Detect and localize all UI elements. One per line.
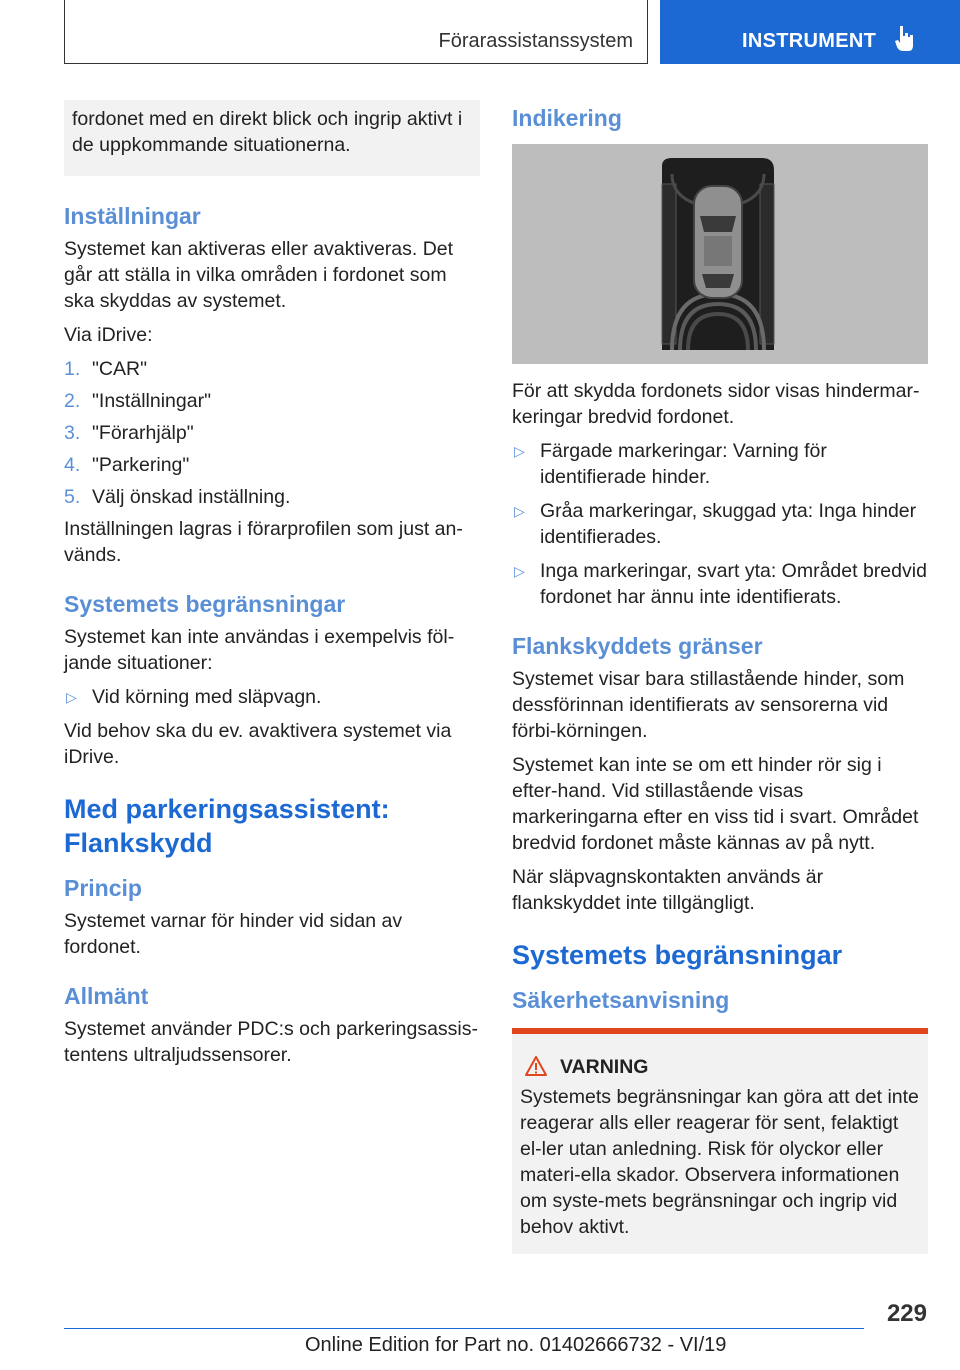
note-text: fordonet med en direkt blick och ingrip aktivt i de uppkommande situationerna. <box>72 108 463 156</box>
granser-paragraph-1: Systemet visar bara stillastående hinder, som dessförinnan identifierats av sensorerna vid förbi-körningen. <box>512 668 905 742</box>
left-column <box>64 100 480 1076</box>
installningar-paragraph-2: Via iDrive: <box>64 324 153 346</box>
warning-box <box>512 1028 928 1254</box>
heading-sakerhetsanvisning: Säkerhetsanvisning <box>512 987 730 1013</box>
warning-title-row <box>520 1054 920 1080</box>
granser-paragraph-3: När släpvagnskontakten används är flankskyddet inte tillgängligt. <box>512 866 824 914</box>
installningar-paragraph-3: Inställningen lagras i förarprofilen som just an-vänds. <box>64 518 463 566</box>
begransningar-paragraph-1: Systemet kan inte användas i exempelvis föl-jande situationer: <box>64 626 455 674</box>
warning-text: Systemets begränsningar kan göra att det inte reagerar alls eller reagerar för sent, felaktigt el-ler utan anledning. Risk för olyckor eller materi-ella skador. Observera informationen om syste-mets begränsningar och ingrip vid behov aktivt. <box>520 1086 919 1238</box>
right-column <box>512 100 928 1254</box>
heading-granser: Flankskyddets gränser <box>512 633 763 659</box>
warning-title: VARNING <box>560 1056 649 1078</box>
step-number: 3. <box>64 422 81 444</box>
heading-begransningar: Systemets begränsningar <box>64 591 346 617</box>
step-text: "Parkering" <box>92 454 190 476</box>
begransningar-list <box>64 684 480 710</box>
list-item: ▷ Vid körning med släpvagn. <box>66 686 322 708</box>
list-item: ▷ Gråa markeringar, skuggad yta: Inga hinder identifierades. <box>514 500 917 548</box>
step-number: 2. <box>64 390 81 412</box>
step-text: "CAR" <box>92 358 148 380</box>
header-chapter-tab[interactable] <box>660 0 960 64</box>
heading-flankskydd: Med parkeringsassistent: Flankskydd <box>64 794 390 858</box>
car-top-view-icon <box>512 144 928 364</box>
installningar-paragraph-1: Systemet kan aktiveras eller avaktiveras. Det går att ställa in vilka områden i fordonet som ska skyddas av systemet. <box>64 238 454 312</box>
installningar-steps <box>64 356 480 510</box>
hand-pointer-icon <box>894 24 916 52</box>
heading-allmant: Allmänt <box>64 983 149 1009</box>
heading-systemets-begransningar: Systemets begränsningar <box>512 940 843 970</box>
footer-edition: Online Edition for Part no. 01402666732 - VI/19 <box>305 1334 727 1356</box>
begransningar-paragraph-2: Vid behov ska du ev. avaktivera systemet via iDrive. <box>64 720 452 768</box>
header-section-box <box>64 0 648 64</box>
header-chapter-title: INSTRUMENT <box>742 30 877 52</box>
list-item <box>64 420 480 446</box>
heading-installningar: Inställningar <box>64 203 201 229</box>
indikering-paragraph: För att skydda fordonets sidor visas hindermar-keringar bredvid fordonet. <box>512 380 920 428</box>
allmant-paragraph: Systemet använder PDC:s och parkeringsassis-tentens ultraljudssensorer. <box>64 1018 479 1066</box>
bullet-triangle-icon: ▷ <box>514 563 525 579</box>
bullet-triangle-icon: ▷ <box>514 443 525 459</box>
granser-paragraph-2: Systemet kan inte se om ett hinder rör sig i efter-hand. Vid stillastående visas markeringarna efter en viss tid i svart. Området bredvid fordonet måste kännas av på nytt. <box>512 754 919 854</box>
step-number: 5. <box>64 486 81 508</box>
indikering-list <box>512 438 928 610</box>
flank-protection-display-image <box>512 144 928 364</box>
warning-triangle-icon <box>524 1055 548 1077</box>
page-number: 229 <box>886 1300 927 1327</box>
heading-indikering: Indikering <box>512 105 622 131</box>
step-text: "Inställningar" <box>92 390 211 412</box>
heading-princip: Princip <box>64 875 142 901</box>
list-item: ▷ Färgade markeringar: Varning för identifierade hinder. <box>514 440 827 488</box>
bullet-triangle-icon: ▷ <box>66 689 77 705</box>
step-text: Välj önskad inställning. <box>92 486 291 508</box>
princip-paragraph: Systemet varnar för hinder vid sidan av fordonet. <box>64 910 403 958</box>
list-item <box>64 388 480 414</box>
header-section-title: Förarassistanssystem <box>438 30 633 52</box>
list-item <box>64 484 480 510</box>
step-text: "Förarhjälp" <box>92 422 194 444</box>
list-item <box>64 356 480 382</box>
footer-divider <box>64 1328 864 1329</box>
bullet-triangle-icon: ▷ <box>514 503 525 519</box>
note-box <box>64 100 480 176</box>
list-item: ▷ Inga markeringar, svart yta: Området bredvid fordonet har ännu inte identifierats. <box>514 560 927 608</box>
step-number: 1. <box>64 358 81 380</box>
list-item <box>64 452 480 478</box>
step-number: 4. <box>64 454 81 476</box>
